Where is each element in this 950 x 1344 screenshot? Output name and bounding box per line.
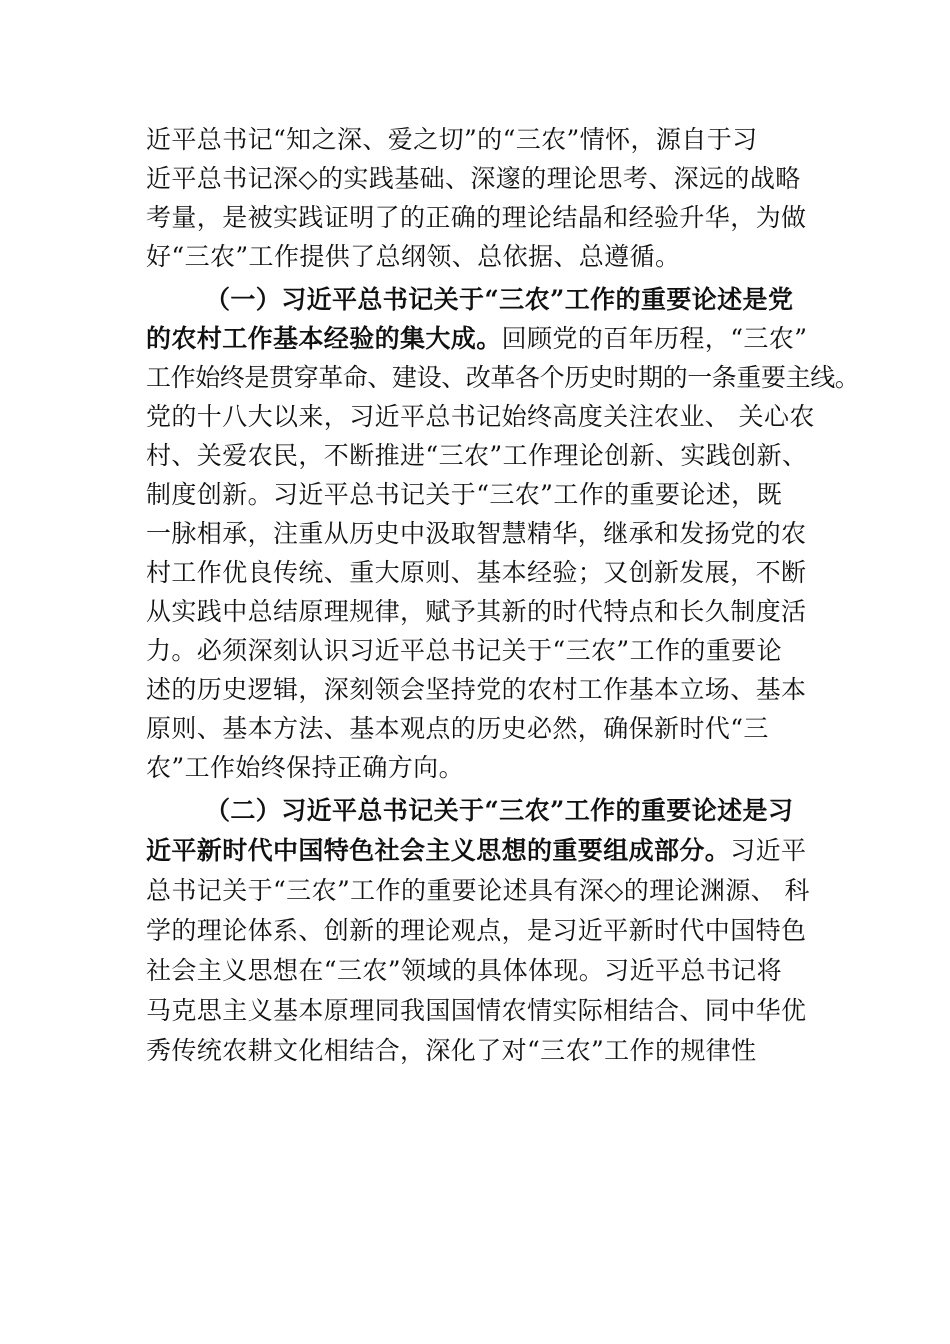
text-segment: 从实践中总结原理规律，赋予其新的时代特点和长久制度活 bbox=[146, 597, 807, 626]
text-line bbox=[146, 714, 769, 744]
text-line bbox=[146, 441, 807, 471]
text-line bbox=[146, 363, 859, 393]
text-line bbox=[146, 1036, 757, 1066]
text-line bbox=[146, 597, 806, 627]
text-line bbox=[146, 753, 464, 783]
text-segment: 好“三农”工作提供了总纲领、总依据、总遵循。 bbox=[146, 242, 681, 271]
text-segment: 工作始终是贯穿革命、建设、改革各个历史时期的一条重要主线。 bbox=[146, 363, 860, 392]
section-heading-2 bbox=[205, 796, 793, 826]
text-line bbox=[146, 242, 680, 272]
text-segment: 原则、基本方法、基本观点的历史必然，确保新时代“三 bbox=[146, 714, 769, 743]
text-line bbox=[146, 956, 782, 986]
text-line bbox=[146, 916, 806, 946]
text-line bbox=[146, 324, 807, 354]
heading-text: 近平新时代中国特色社会主义思想的重要组成部分。 bbox=[146, 836, 731, 865]
text-segment: 学的理论体系、创新的理论观点，是习近平新时代中国特色 bbox=[146, 916, 807, 945]
text-segment: 党的十八大以来，习近平总书记始终高度关注农业、 关心农 bbox=[146, 402, 815, 431]
text-segment: 制度创新。习近平总书记关于“三农”工作的重要论述，既 bbox=[146, 480, 782, 509]
text-segment: 习近平 bbox=[730, 836, 807, 865]
text-segment: 回顾党的百年历程，“三农” bbox=[501, 324, 808, 353]
text-line bbox=[146, 480, 782, 510]
text-line bbox=[146, 996, 806, 1026]
text-line bbox=[146, 558, 806, 588]
text-segment: 马克思主义基本原理同我国国情农情实际相结合、同中华优 bbox=[146, 996, 807, 1025]
text-line bbox=[146, 203, 806, 233]
heading-text: （一）习近平总书记关于“三农”工作的重要论述是党 bbox=[205, 285, 794, 314]
text-segment: 一脉相承，注重从历史中汲取智慧精华，继承和发扬党的农 bbox=[146, 519, 807, 548]
text-segment: 述的历史逻辑，深刻领会坚持党的农村工作基本立场、基本 bbox=[146, 675, 807, 704]
heading-text: （二）习近平总书记关于“三农”工作的重要论述是习 bbox=[205, 796, 794, 825]
text-line bbox=[146, 636, 782, 666]
text-line bbox=[146, 519, 806, 549]
text-segment: 考量，是被实践证明了的正确的理论结晶和经验升华，为做 bbox=[146, 203, 807, 232]
section-heading-1 bbox=[205, 285, 793, 315]
text-line bbox=[146, 876, 810, 906]
text-segment: 社会主义思想在“三农”领域的具体体现。习近平总书记将 bbox=[146, 956, 782, 985]
text-line bbox=[146, 675, 806, 705]
text-segment: 近平总书记“知之深、爱之切”的“三农”情怀，源自于习 bbox=[146, 125, 758, 154]
heading-text: 的农村工作基本经验的集大成。 bbox=[146, 324, 502, 353]
text-segment: 近平总书记深◇的实践基础、深邃的理论思考、深远的战略 bbox=[146, 164, 801, 193]
text-segment: 力。必须深刻认识习近平总书记关于“三农”工作的重要论 bbox=[146, 636, 782, 665]
text-line bbox=[146, 164, 801, 194]
text-segment: 农”工作始终保持正确方向。 bbox=[146, 753, 464, 782]
text-segment: 秀传统农耕文化相结合，深化了对“三农”工作的规律性 bbox=[146, 1036, 757, 1065]
text-segment: 总书记关于“三农”工作的重要论述具有深◇的理论渊源、 科 bbox=[146, 876, 810, 905]
text-line bbox=[146, 125, 758, 155]
text-segment: 村工作优良传统、重大原则、基本经验；又创新发展，不断 bbox=[146, 558, 807, 587]
text-segment: 村、关爱农民，不断推进“三农”工作理论创新、实践创新、 bbox=[146, 441, 808, 470]
text-line bbox=[146, 836, 806, 866]
text-line bbox=[146, 402, 815, 432]
